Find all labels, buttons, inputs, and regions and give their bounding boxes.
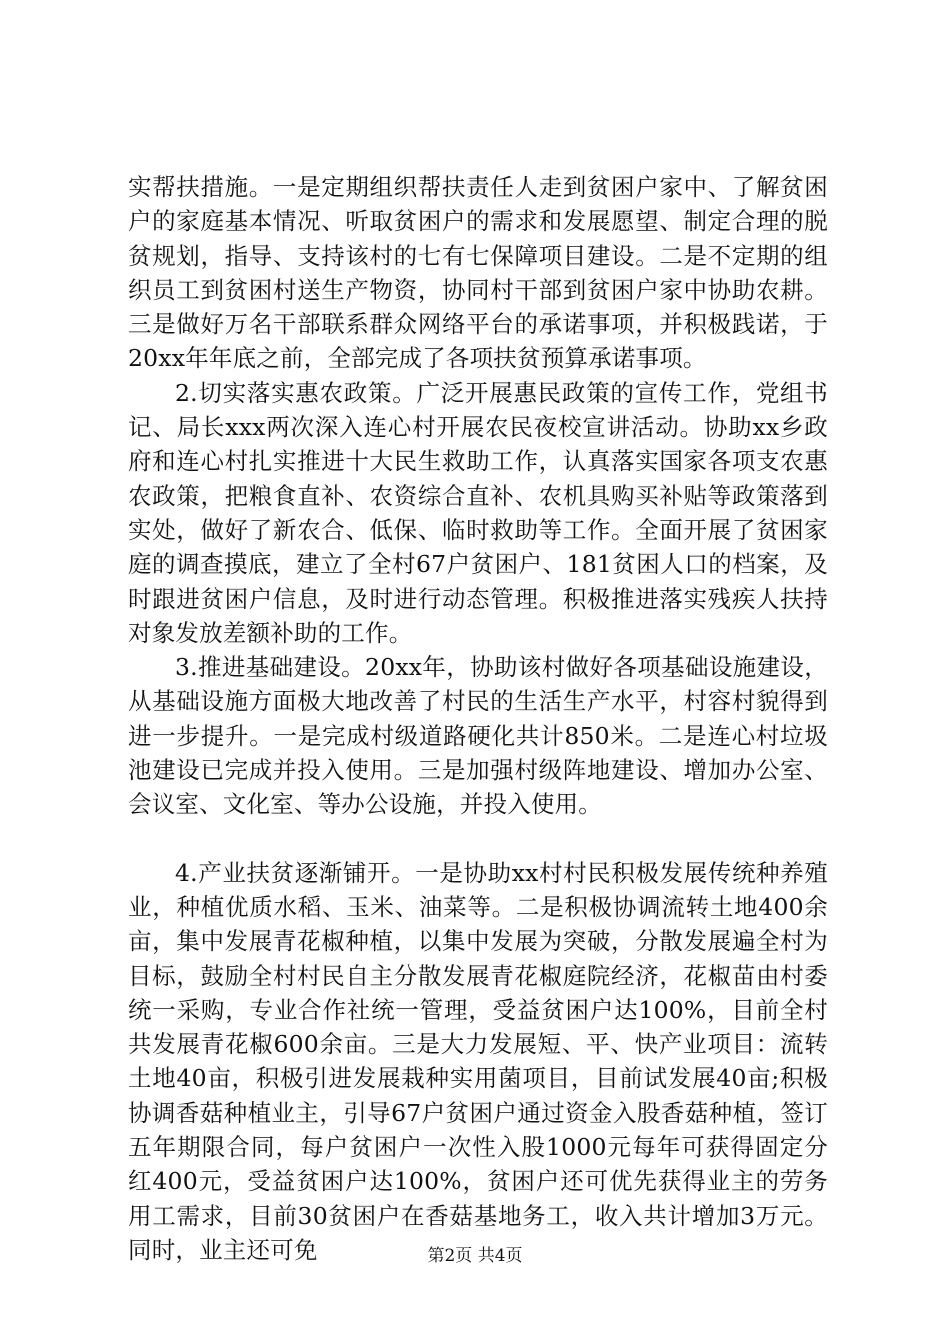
- paragraph-infrastructure: 3.推进基础建设。20xx年，协助该村做好各项基础设施建设，从基础设施方面极大地改善了村民的生活生产水平，村容村貌得到进一步提升。一是完成村级道路硬化共计850米。二是连心村垃圾池建设已完成并投入使用。三是加强村级阵地建设、增加办公室、会议室、文化室、等办公设施，并投入使用。: [128, 653, 828, 819]
- paragraph-support-measures: 实帮扶措施。一是定期组织帮扶责任人走到贫困户家中、了解贫困户的家庭基本情况、听取贫困户的需求和发展愿望、制定合理的脱贫规划，指导、支持该村的七有七保障项目建设。二是不定期的组织员工到贫困村送生产物资，协同村干部到贫困户家中协助农耕。三是做好万名干部联系群众网络平台的承诺事项，并积极践诺，于20xx年年底之前，全部完成了各项扶贫预算承诺事项。: [128, 173, 828, 373]
- page-footer: 第2页 共4页: [427, 1246, 523, 1266]
- paragraph-agricultural-policy: 2.切实落实惠农政策。广泛开展惠民政策的宣传工作，党组书记、局长xxx两次深入连心村开展农民夜校宣讲活动。协助xx乡政府和连心村扎实推进十大民生救助工作，认真落实国家各项支农惠农政策，把粮食直补、农资综合直补、农机具购买补贴等政策落到实处，做好了新农合、低保、临时救助等工作。全面开展了贫困家庭的调查摸底，建立了全村67户贫困户、181贫困人口的档案，及时跟进贫困户信息，及时进行动态管理。积极推进落实残疾人扶持对象发放差额补助的工作。: [128, 378, 828, 647]
- paragraph-industry-poverty-alleviation: 4.产业扶贫逐渐铺开。一是协助xx村村民积极发展传统种养殖业，种植优质水稻、玉米、油菜等。二是积极协调流转土地400余亩，集中发展青花椒种植，以集中发展为突破，分散发展遍全村为目标，鼓励全村村民自主分散发展青花椒庭院经济，花椒苗由村委统一采购，专业合作社统一管理，受益贫困户达100%，目前全村共发展青花椒600余亩。三是大力发展短、平、快产业项目：流转土地40亩，积极引进发展栽种实用菌项目，目前试发展40亩;积极协调香菇种植业主，引导67户贫困户通过资金入股香菇种植，签订五年期限合同，每户贫困户一次性入股1000元每年可获得固定分红400元，受益贫困户达100%，贫困户还可优先获得业主的劳务用工需求，目前30贫困户在香菇基地务工，收入共计增加3万元。同时，业主还可免: [128, 858, 828, 1264]
- paragraph-spacer: [128, 822, 828, 856]
- document-body: [128, 170, 828, 1267]
